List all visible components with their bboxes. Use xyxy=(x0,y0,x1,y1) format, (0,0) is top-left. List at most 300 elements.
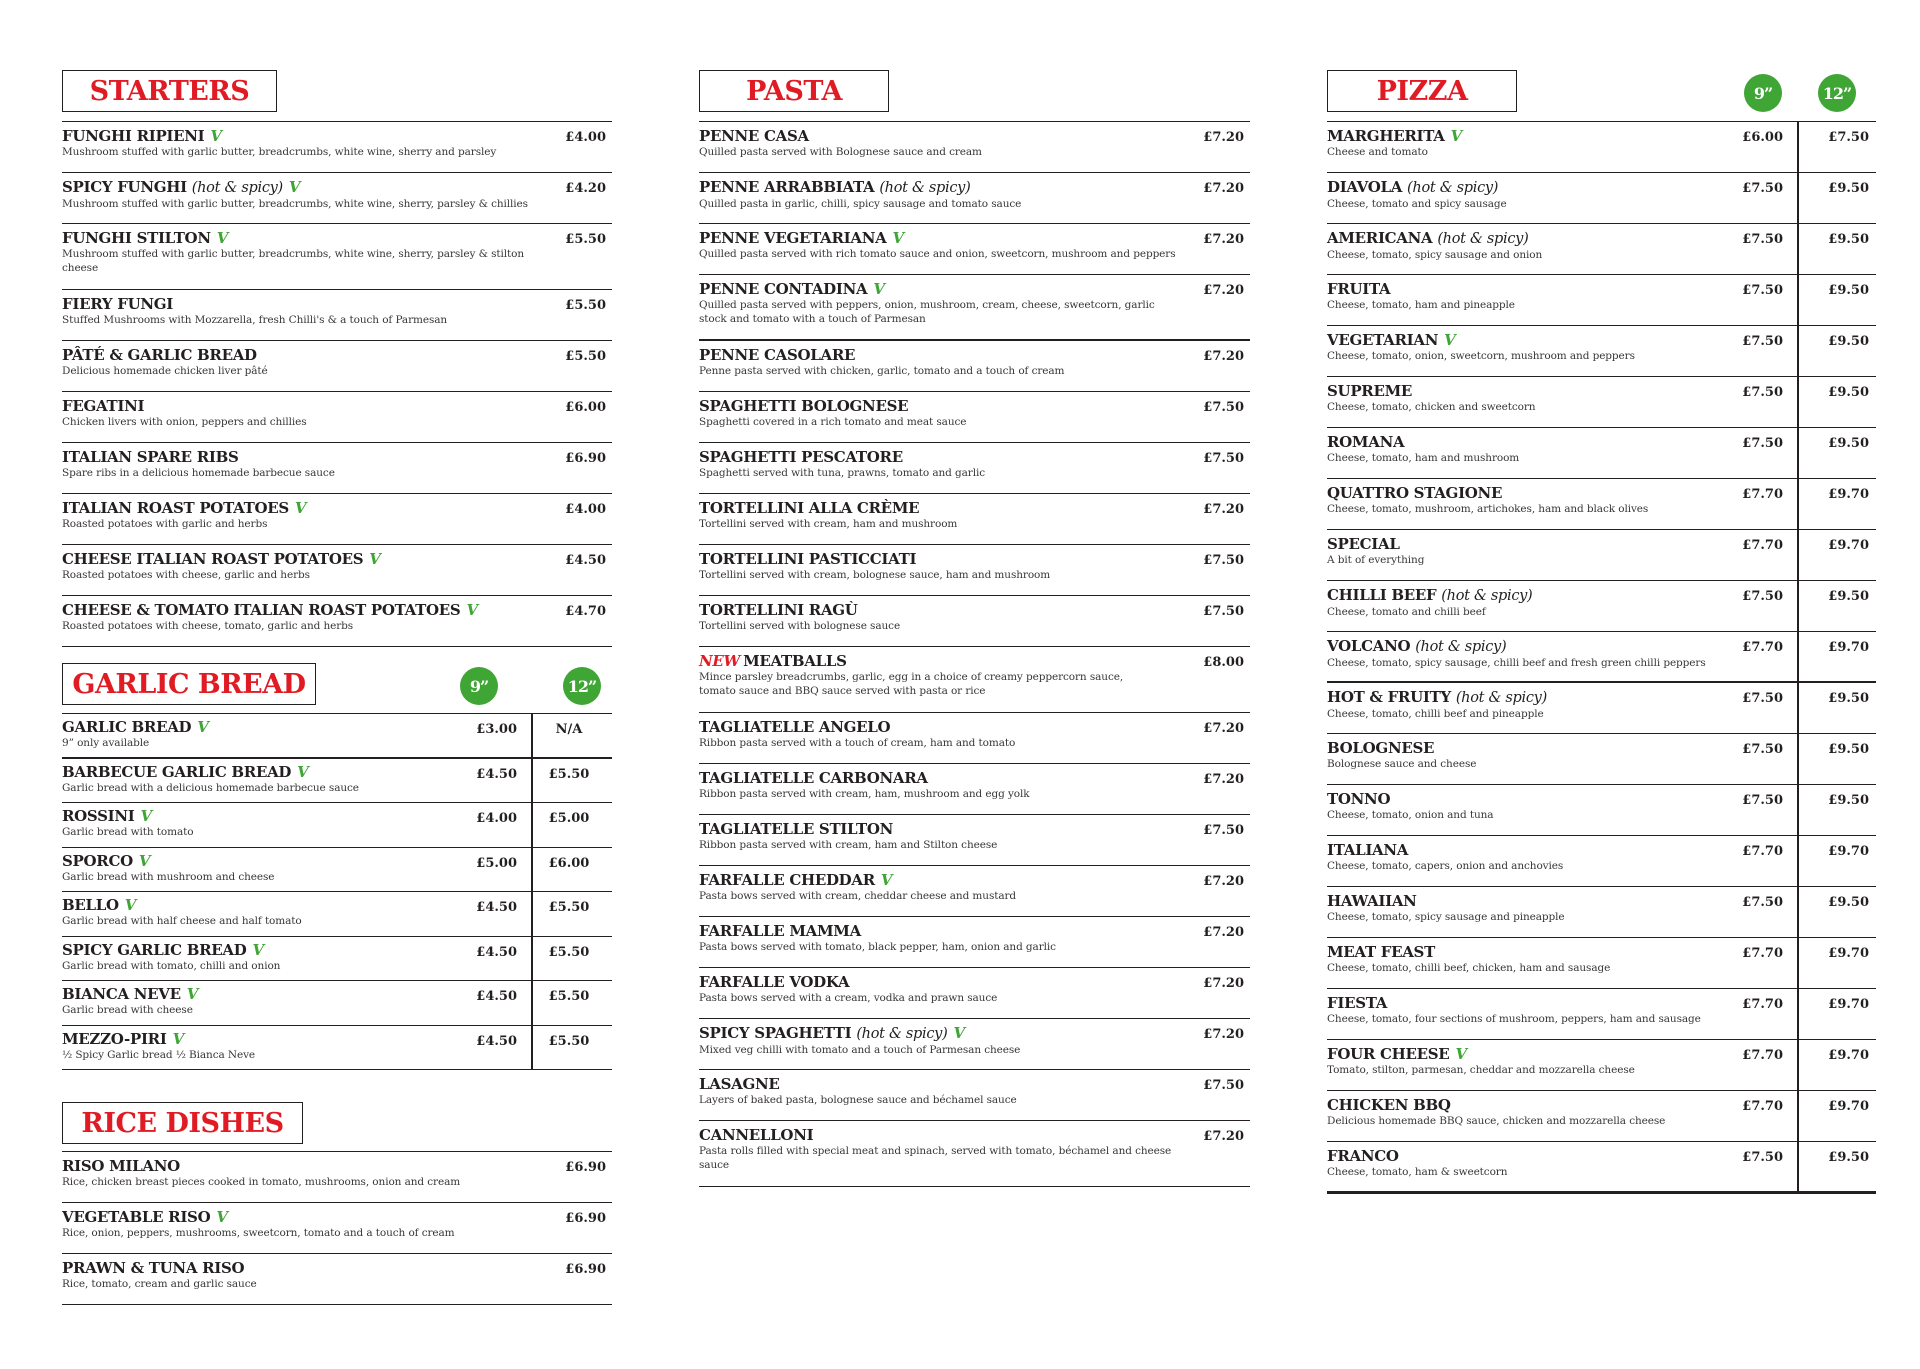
item-description: Pasta bows served with tomato, black pepper, ham, onion and garlic xyxy=(699,941,1056,953)
column-divider xyxy=(1797,785,1799,835)
column-divider xyxy=(1797,428,1799,478)
item-description: Chicken livers with onion, peppers and chillies xyxy=(62,416,307,428)
item-description: Tortellini served with cream, ham and mushroom xyxy=(699,518,958,530)
pizza-section xyxy=(1327,70,1876,1194)
item-title: VEGETARIAN xyxy=(1327,331,1439,349)
item-title: FARFALLE CHEDDAR xyxy=(699,871,875,889)
price-9-inch: £3.00 xyxy=(476,722,517,737)
item-price: £7.20 xyxy=(1203,349,1244,364)
column-divider xyxy=(1797,581,1799,631)
price-9-inch: £4.50 xyxy=(476,989,517,1004)
price-9-inch: £4.00 xyxy=(476,811,517,826)
item-price: £7.50 xyxy=(1203,451,1244,466)
menu-item xyxy=(62,803,612,848)
item-title: PENNE CONTADINA xyxy=(699,280,868,298)
item-description: Spaghetti served with tuna, prawns, tomato and garlic xyxy=(699,467,986,479)
item-name xyxy=(699,1127,1250,1144)
menu-item xyxy=(62,848,612,893)
item-description: Cheese, tomato, onion and tuna xyxy=(1327,809,1494,821)
item-name xyxy=(1327,995,1876,1012)
item-description: Quilled pasta served with Bolognese sauce and cream xyxy=(699,146,982,158)
item-description: Cheese, tomato, mushroom, artichokes, ham and black olives xyxy=(1327,503,1649,515)
item-description: Cheese, tomato, ham and mushroom xyxy=(1327,452,1520,464)
price-12-inch: £5.50 xyxy=(548,766,590,782)
item-name xyxy=(62,719,612,736)
item-title: MEATBALLS xyxy=(743,652,847,670)
vegetarian-icon: V xyxy=(892,229,904,247)
pizza-title-box xyxy=(1327,70,1517,112)
item-price: £4.50 xyxy=(565,553,606,568)
item-name xyxy=(62,853,612,870)
item-description: Quilled pasta served with rich tomato sauce and onion, sweetcorn, mushroom and peppers xyxy=(699,248,1176,260)
item-title: MEAT FEAST xyxy=(1327,943,1435,961)
item-description: Pasta bows served with cream, cheddar cheese and mustard xyxy=(699,890,1017,902)
item-name xyxy=(62,1158,612,1175)
price-12-inch: £5.00 xyxy=(548,811,590,826)
menu-item xyxy=(1327,326,1876,377)
new-badge: NEW xyxy=(699,652,741,670)
menu-item xyxy=(1327,887,1876,938)
menu-item xyxy=(62,596,612,647)
column-divider xyxy=(1797,734,1799,784)
menu-item xyxy=(699,392,1250,443)
column-divider xyxy=(531,759,533,803)
item-title: ITALIAN SPARE RIBS xyxy=(62,448,239,466)
column-divider xyxy=(1797,224,1799,274)
price-9-inch: £5.00 xyxy=(476,855,517,871)
item-name xyxy=(1327,893,1876,910)
item-title: RISO MILANO xyxy=(62,1157,180,1175)
hot-spicy-label: (hot & spicy) xyxy=(1415,639,1507,655)
menu-item xyxy=(699,443,1250,494)
menu-item xyxy=(699,275,1250,341)
item-description: Ribbon pasta served with cream, ham and Stilton cheese xyxy=(699,839,998,851)
item-title: TORTELLINI PASTICCIATI xyxy=(699,550,917,568)
item-price: £8.00 xyxy=(1203,655,1244,670)
price-12-inch: £9.50 xyxy=(1828,385,1869,400)
item-price: £7.50 xyxy=(1203,1078,1244,1093)
item-name xyxy=(699,872,1250,889)
item-description: Spare ribs in a delicious homemade barbecue sauce xyxy=(62,467,335,479)
item-description: Pasta bows served with a cream, vodka and prawn sauce xyxy=(699,992,998,1004)
price-9-inch: £7.70 xyxy=(1742,487,1783,502)
menu-item xyxy=(699,1070,1250,1121)
item-name xyxy=(1327,587,1876,605)
menu-item xyxy=(1327,785,1876,836)
price-9-inch: £7.50 xyxy=(1742,742,1783,757)
item-description: Roasted potatoes with cheese, tomato, garlic and herbs xyxy=(62,620,354,632)
column-divider xyxy=(1797,377,1799,427)
price-9-inch: £7.70 xyxy=(1742,997,1783,1012)
price-9-inch: £7.50 xyxy=(1742,691,1783,706)
item-description: Cheese, tomato, chicken and sweetcorn xyxy=(1327,401,1536,413)
price-12-inch: £9.70 xyxy=(1828,1048,1869,1063)
rice-section xyxy=(62,1102,612,1305)
item-price: £7.50 xyxy=(1203,553,1244,568)
hot-spicy-label: (hot & spicy) xyxy=(1437,231,1529,247)
item-name xyxy=(699,500,1250,517)
item-name xyxy=(62,897,612,914)
item-description: Tomato, stilton, parmesan, cheddar and mozzarella cheese xyxy=(1327,1064,1635,1076)
item-title: FUNGHI RIPIENI xyxy=(62,127,205,145)
menu-item xyxy=(699,596,1250,647)
menu-item xyxy=(1327,428,1876,479)
item-price: £7.20 xyxy=(1203,874,1244,889)
price-12-inch: £9.50 xyxy=(1828,895,1869,910)
price-12-inch: £5.50 xyxy=(548,989,590,1004)
item-name xyxy=(62,296,612,313)
vegetarian-icon: V xyxy=(369,550,381,568)
vegetarian-icon: V xyxy=(1455,1045,1467,1063)
rice-title-box xyxy=(62,1102,303,1144)
item-price: £7.50 xyxy=(1203,604,1244,619)
item-description: Cheese, tomato, chilli beef and pineapple xyxy=(1327,708,1544,720)
item-price: £5.50 xyxy=(565,232,606,247)
price-12-inch: £9.70 xyxy=(1828,1099,1869,1114)
item-description: Cheese, tomato, ham and pineapple xyxy=(1327,299,1515,311)
pasta-title-box xyxy=(699,70,889,112)
garlic-bread-section xyxy=(62,663,612,1070)
price-9-inch: £7.50 xyxy=(1742,793,1783,808)
menu-item xyxy=(1327,989,1876,1040)
item-title: CHEESE & TOMATO ITALIAN ROAST POTATOES xyxy=(62,601,461,619)
menu-item xyxy=(1327,1142,1876,1193)
item-name xyxy=(62,1031,612,1048)
hot-spicy-label: (hot & spicy) xyxy=(879,180,971,196)
item-name xyxy=(699,398,1250,415)
price-12-inch: £9.50 xyxy=(1828,283,1869,298)
size-9-badge: 9” xyxy=(1744,74,1782,112)
column-divider xyxy=(531,892,533,936)
price-12-inch: £5.50 xyxy=(548,1033,590,1049)
item-name xyxy=(1327,638,1876,656)
menu-item xyxy=(1327,122,1876,173)
menu-item xyxy=(1327,1091,1876,1142)
price-9-inch: £7.50 xyxy=(1742,436,1783,451)
item-title: TAGLIATELLE STILTON xyxy=(699,820,894,838)
price-12-inch: £7.50 xyxy=(1828,130,1869,145)
item-price: £5.50 xyxy=(565,298,606,313)
item-price: £7.20 xyxy=(1203,283,1244,298)
size-12-badge: 12” xyxy=(563,667,601,705)
item-title: MARGHERITA xyxy=(1327,127,1445,145)
vegetarian-icon: V xyxy=(216,1208,228,1226)
item-description: Bolognese sauce and cheese xyxy=(1327,758,1477,770)
item-title: BIANCA NEVE xyxy=(62,985,181,1003)
item-description: Garlic bread with cheese xyxy=(62,1004,193,1016)
item-description: ½ Spicy Garlic bread ½ Bianca Neve xyxy=(62,1048,256,1061)
item-title: BOLOGNESE xyxy=(1327,739,1435,757)
item-description: Garlic bread with half cheese and half tomato xyxy=(62,915,302,927)
vegetarian-icon: V xyxy=(186,985,199,1003)
menu-item xyxy=(1327,938,1876,989)
item-title: LASAGNE xyxy=(699,1075,780,1093)
price-12-inch: £9.50 xyxy=(1828,742,1869,757)
item-price: £7.20 xyxy=(1203,976,1244,991)
menu-item xyxy=(1327,479,1876,530)
price-9-inch: £6.00 xyxy=(1742,130,1783,145)
item-title: MEZZO-PIRI xyxy=(62,1029,167,1048)
column-divider xyxy=(1797,632,1799,681)
item-description: Cheese, tomato, spicy sausage, chilli beef and fresh green chilli peppers xyxy=(1327,657,1706,669)
menu-item xyxy=(699,968,1250,1019)
menu-item xyxy=(62,892,612,937)
item-description: Cheese, tomato, ham & sweetcorn xyxy=(1327,1166,1508,1178)
vegetarian-icon: V xyxy=(288,178,301,196)
column-divider xyxy=(1797,530,1799,580)
column-divider xyxy=(1797,1091,1799,1141)
price-9-inch: £4.50 xyxy=(476,1033,517,1049)
item-name xyxy=(1327,740,1876,757)
item-description: Tortellini served with cream, bolognese sauce, ham and mushroom xyxy=(699,569,1051,581)
pasta-title: PASTA xyxy=(746,75,842,107)
item-description: Mixed veg chilli with tomato and a touch of Parmesan cheese xyxy=(699,1044,1021,1056)
vegetarian-icon: V xyxy=(1450,127,1462,145)
item-description: Stuffed Mushrooms with Mozzarella, fresh Chilli's & a touch of Parmesan xyxy=(62,314,448,326)
item-description: Cheese, tomato, onion, sweetcorn, mushroom and peppers xyxy=(1327,350,1635,362)
item-description: Rice, onion, peppers, mushrooms, sweetcorn, tomato and a touch of cream xyxy=(62,1227,455,1239)
item-title: PENNE VEGETARIANA xyxy=(699,229,887,247)
item-name xyxy=(62,500,612,517)
column-divider xyxy=(1797,275,1799,325)
item-price: £7.20 xyxy=(1203,232,1244,247)
item-title: PÂTÉ & GARLIC BREAD xyxy=(62,346,257,364)
menu-item xyxy=(62,494,612,545)
item-description: Roasted potatoes with cheese, garlic and herbs xyxy=(62,569,310,581)
item-name xyxy=(62,764,612,781)
item-description: 9” only available xyxy=(62,737,150,749)
menu-item xyxy=(62,392,612,443)
price-9-inch: £7.70 xyxy=(1742,640,1783,655)
item-description: Mushroom stuffed with garlic butter, breadcrumbs, white wine, sherry, parsley & chillies xyxy=(62,198,528,210)
item-name xyxy=(1327,1148,1876,1165)
price-9-inch: £7.50 xyxy=(1742,334,1783,349)
item-description: Penne pasta served with chicken, garlic, tomato and a touch of cream xyxy=(699,365,1065,377)
price-9-inch: £7.50 xyxy=(1742,589,1783,604)
price-12-inch: £9.50 xyxy=(1828,1150,1869,1165)
price-9-inch: £7.70 xyxy=(1742,538,1783,553)
item-description: Ribbon pasta served with a touch of cream, ham and tomato xyxy=(699,737,1016,749)
item-name xyxy=(62,986,612,1003)
price-12-inch: £9.50 xyxy=(1828,691,1869,706)
item-price: £7.20 xyxy=(1203,1027,1244,1042)
column-divider xyxy=(1797,989,1799,1039)
column-divider xyxy=(531,937,533,981)
price-9-inch: £7.70 xyxy=(1742,946,1783,961)
vegetarian-icon: V xyxy=(197,718,209,736)
item-name xyxy=(1327,281,1876,298)
item-title: FRUITA xyxy=(1327,280,1391,298)
column-divider xyxy=(1797,173,1799,223)
vegetarian-icon: V xyxy=(140,807,152,825)
column-divider xyxy=(531,848,533,892)
menu-item xyxy=(62,545,612,596)
price-12-inch: £9.50 xyxy=(1828,232,1869,247)
item-name xyxy=(62,179,612,197)
item-name xyxy=(1327,128,1876,145)
item-title: FARFALLE VODKA xyxy=(699,973,850,991)
item-title: PENNE CASOLARE xyxy=(699,346,856,364)
item-name xyxy=(62,602,612,619)
item-name xyxy=(699,770,1250,787)
item-price: £4.00 xyxy=(565,502,606,517)
price-12-inch: £9.70 xyxy=(1828,487,1869,502)
item-description: Delicious homemade BBQ sauce, chicken and mozzarella cheese xyxy=(1327,1115,1666,1127)
item-name xyxy=(699,1076,1250,1093)
menu-item xyxy=(62,937,612,982)
item-description: Cheese, tomato, spicy sausage and onion xyxy=(1327,249,1543,261)
column-divider xyxy=(1797,479,1799,529)
price-12-inch: £9.70 xyxy=(1828,946,1869,961)
item-name xyxy=(62,942,612,959)
price-9-inch: £4.50 xyxy=(476,944,517,960)
item-title: QUATTRO STAGIONE xyxy=(1327,484,1503,502)
hot-spicy-label: (hot & spicy) xyxy=(1407,180,1499,196)
menu-item xyxy=(1327,734,1876,785)
price-9-inch: £4.50 xyxy=(476,900,517,915)
vegetarian-icon: V xyxy=(297,762,309,781)
menu-item xyxy=(1327,581,1876,632)
item-name xyxy=(62,449,612,466)
item-title: CHILLI BEEF xyxy=(1327,586,1437,604)
item-price: £7.50 xyxy=(1203,400,1244,415)
menu-item xyxy=(62,1152,612,1203)
item-name xyxy=(699,821,1250,838)
item-description: Tortellini served with bolognese sauce xyxy=(699,620,901,632)
hot-spicy-label: (hot & spicy) xyxy=(1455,690,1547,706)
price-9-inch: £7.50 xyxy=(1742,1150,1783,1165)
item-price: £6.00 xyxy=(565,400,606,415)
vegetarian-icon: V xyxy=(466,601,478,619)
item-price: £4.70 xyxy=(565,604,606,619)
price-9-inch: £7.70 xyxy=(1742,1048,1783,1063)
menu-item xyxy=(699,1121,1250,1187)
item-description: Garlic bread with tomato xyxy=(62,826,194,838)
menu-item xyxy=(1327,224,1876,275)
item-price: £7.20 xyxy=(1203,130,1244,145)
item-price: £5.50 xyxy=(565,349,606,364)
item-description: Roasted potatoes with garlic and herbs xyxy=(62,518,268,530)
item-description: Quilled pasta in garlic, chilli, spicy sausage and tomato sauce xyxy=(699,198,1022,210)
item-description: Mince parsley breadcrumbs, garlic, egg in a choice of creamy peppercorn sauce, tomato sauce and BBQ sauce served with pasta or rice xyxy=(699,671,1124,697)
menu-item xyxy=(699,815,1250,866)
item-title: SPICY GARLIC BREAD xyxy=(62,940,247,959)
price-12-inch: £5.50 xyxy=(548,944,590,960)
price-12-inch: £9.70 xyxy=(1828,844,1869,859)
item-name xyxy=(1327,536,1876,553)
item-title: ROMANA xyxy=(1327,433,1405,451)
item-description: Garlic bread with mushroom and cheese xyxy=(62,870,275,883)
item-price: £7.20 xyxy=(1203,502,1244,517)
item-description: Layers of baked pasta, bolognese sauce and béchamel sauce xyxy=(699,1094,1017,1106)
price-12-inch: £9.70 xyxy=(1828,640,1869,655)
price-9-inch: £7.50 xyxy=(1742,385,1783,400)
item-title: HAWAIIAN xyxy=(1327,892,1417,910)
item-description: Garlic bread with a delicious homemade barbecue sauce xyxy=(62,781,359,794)
item-name xyxy=(62,1209,612,1226)
item-description: Rice, chicken breast pieces cooked in tomato, mushrooms, onion and cream xyxy=(62,1176,461,1188)
price-12-inch: £6.00 xyxy=(548,855,590,871)
column-divider xyxy=(531,981,533,1025)
column-divider xyxy=(1797,1040,1799,1090)
item-name xyxy=(699,653,1250,670)
vegetarian-icon: V xyxy=(880,871,893,889)
item-name xyxy=(62,347,612,364)
price-12-inch: £9.50 xyxy=(1828,436,1869,451)
item-description: Cheese, tomato, chilli beef, chicken, ham and sausage xyxy=(1327,962,1611,974)
rice-header xyxy=(62,1102,612,1151)
item-title: TORTELLINI RAGÙ xyxy=(699,601,858,619)
vegetarian-icon: V xyxy=(1444,331,1456,349)
item-title: PRAWN & TUNA RISO xyxy=(62,1259,245,1277)
menu-item xyxy=(699,647,1250,713)
item-name xyxy=(62,128,612,145)
item-title: FIESTA xyxy=(1327,994,1388,1012)
item-name xyxy=(699,179,1250,197)
size-12-badge: 12” xyxy=(1818,74,1856,112)
item-title: SPICY FUNGHI xyxy=(62,178,187,196)
item-price: £7.20 xyxy=(1203,721,1244,736)
item-name xyxy=(1327,842,1876,859)
item-name xyxy=(699,923,1250,940)
item-price: £4.20 xyxy=(565,181,606,196)
menu-item xyxy=(62,224,612,290)
vegetarian-icon: V xyxy=(124,896,137,914)
item-title: GARLIC BREAD xyxy=(62,718,192,736)
menu-item xyxy=(1327,632,1876,683)
garlic-bread-title-box xyxy=(62,663,316,705)
item-title: FOUR CHEESE xyxy=(1327,1045,1450,1063)
pizza-list xyxy=(1327,121,1876,1194)
column-divider xyxy=(1797,836,1799,886)
vegetarian-icon: V xyxy=(172,1029,184,1048)
rice-list xyxy=(62,1151,612,1305)
menu-item xyxy=(699,224,1250,275)
item-title: ITALIAN ROAST POTATOES xyxy=(62,499,289,517)
item-description: Spaghetti covered in a rich tomato and meat sauce xyxy=(699,416,967,428)
menu-item xyxy=(62,981,612,1026)
menu-item xyxy=(62,173,612,224)
item-description: Cheese and tomato xyxy=(1327,146,1428,158)
starters-title: STARTERS xyxy=(89,75,250,107)
hot-spicy-label: (hot & spicy) xyxy=(1441,588,1533,604)
menu-item xyxy=(699,917,1250,968)
item-price: £6.90 xyxy=(565,1211,606,1226)
price-12-inch: £9.50 xyxy=(1828,589,1869,604)
item-name xyxy=(1327,179,1876,197)
column-divider xyxy=(1797,887,1799,937)
item-title: VOLCANO xyxy=(1327,637,1411,655)
menu-item xyxy=(699,173,1250,224)
price-12-inch: £9.50 xyxy=(1828,793,1869,808)
price-12-inch: £9.50 xyxy=(1828,181,1869,196)
item-description: Cheese, tomato and spicy sausage xyxy=(1327,198,1507,210)
item-price: £7.20 xyxy=(1203,1129,1244,1144)
item-name xyxy=(699,347,1250,364)
item-name xyxy=(699,974,1250,991)
item-title: CHEESE ITALIAN ROAST POTATOES xyxy=(62,550,364,568)
pasta-list xyxy=(699,121,1250,1187)
item-price: £6.90 xyxy=(565,1160,606,1175)
item-name xyxy=(699,551,1250,568)
column-divider xyxy=(531,714,533,757)
item-description: Cheese, tomato, spicy sausage and pineapple xyxy=(1327,911,1565,923)
item-description: Quilled pasta served with peppers, onion, mushroom, cream, cheese, sweetcorn, garlic stock and tomato with a touch of Parmesan xyxy=(699,299,1155,325)
menu-item xyxy=(62,290,612,341)
price-9-inch: £7.70 xyxy=(1742,844,1783,859)
price-12-inch: £9.50 xyxy=(1828,334,1869,349)
item-description: Pasta rolls filled with special meat and spinach, served with tomato, béchamel and cheese sauce xyxy=(699,1145,1172,1171)
